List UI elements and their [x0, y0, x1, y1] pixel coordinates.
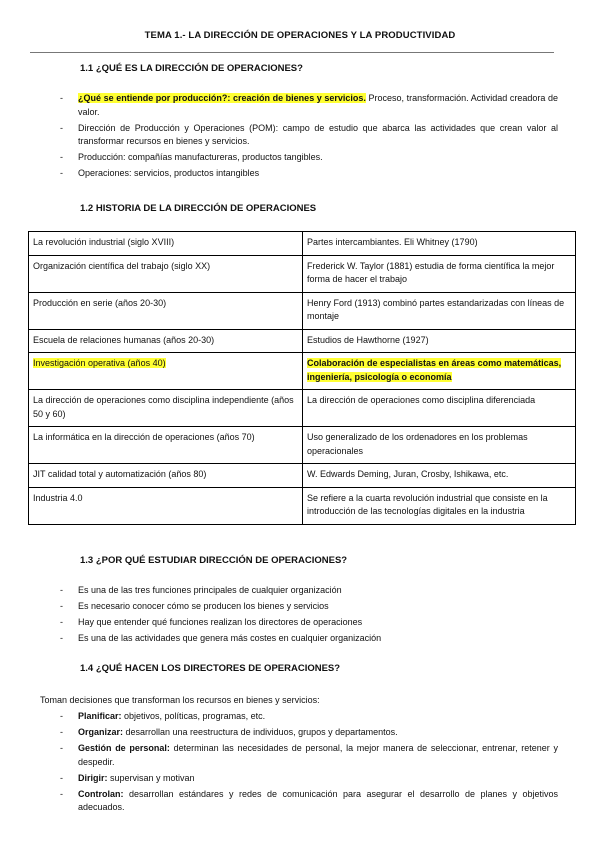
title-divider	[30, 52, 554, 53]
highlighted-text: Investigación operativa (años 40)	[33, 358, 166, 368]
list-item	[58, 92, 558, 119]
list-item: - Hay que entender qué funciones realizan los directores de operaciones	[58, 616, 558, 630]
section-1-3-heading: 1.3 ¿POR QUÉ ESTUDIAR DIRECCIÓN DE OPERACIONES?	[80, 555, 348, 566]
table-cell: Escuela de relaciones humanas (años 20-30)	[29, 329, 303, 353]
section-1-4-heading: 1.4 ¿QUÉ HACEN LOS DIRECTORES DE OPERACIONES?	[80, 663, 341, 674]
list-item	[58, 788, 558, 815]
table-cell	[303, 353, 576, 390]
table-row	[29, 427, 576, 464]
list-item-text: desarrollan estándares y redes de comunicación para asegurar el desarrollo de planes y objetivos adecuados.	[78, 788, 558, 812]
list-item	[58, 710, 558, 724]
table-cell: Henry Ford (1913) combinó partes estandarizadas con líneas de montaje	[303, 292, 576, 329]
table-cell: Organización científica del trabajo (siglo XX)	[29, 255, 303, 292]
list-item-text: Proceso, transformación. Actividad creadora de valor.	[78, 93, 558, 117]
table-row	[29, 390, 576, 427]
list-item: - Operaciones: servicios, productos intangibles	[58, 167, 558, 181]
section-1-1-heading: 1.1 ¿QUÉ ES LA DIRECCIÓN DE OPERACIONES?	[80, 63, 303, 74]
term: Organizar:	[78, 727, 124, 737]
list-item: - Producción: compañías manufactureras, productos tangibles.	[58, 151, 558, 165]
term: Controlan:	[78, 788, 124, 799]
section-1-3-list	[58, 584, 558, 648]
section-1-4-intro: Toman decisiones que transforman los recursos en bienes y servicios:	[40, 695, 320, 705]
document-title: TEMA 1.- LA DIRECCIÓN DE OPERACIONES Y LA PRODUCTIVIDAD	[144, 30, 456, 41]
table-row	[29, 292, 576, 329]
list-item	[58, 726, 558, 740]
table-cell	[29, 353, 303, 390]
table-cell: La revolución industrial (siglo XVIII)	[29, 232, 303, 256]
table-cell: Uso generalizado de los ordenadores en los problemas operacionales	[303, 427, 576, 464]
list-item	[58, 742, 558, 769]
table-cell: W. Edwards Deming, Juran, Crosby, Ishikawa, etc.	[303, 464, 576, 488]
table-cell: Producción en serie (años 20-30)	[29, 292, 303, 329]
list-item-text: determinan las necesidades de personal, la mejor manera de seleccionar, entrenar, retener y despedir.	[78, 743, 558, 767]
term: Gestión de personal:	[78, 743, 170, 753]
highlighted-text: ¿Qué se entiende por producción?: creación de bienes y servicios.	[78, 93, 366, 103]
list-item-text: desarrollan una reestructura de individuos, grupos y departamentos.	[123, 727, 398, 737]
history-table	[28, 231, 576, 525]
term: Planificar:	[78, 711, 122, 721]
table-row	[29, 255, 576, 292]
table-row	[29, 232, 576, 256]
table-row	[29, 329, 576, 353]
table-row-highlighted	[29, 353, 576, 390]
list-item: - Dirección de Producción y Operaciones (POM): campo de estudio que abarca las actividades que crean valor al transformar recursos en bienes y servicios.	[58, 122, 558, 149]
table-cell: Se refiere a la cuarta revolución industrial que consiste en la introducción de las tecnologías digitales en la industria	[303, 487, 576, 524]
list-item-text: supervisan y motivan	[107, 772, 195, 783]
table-cell: La dirección de operaciones como disciplina diferenciada	[303, 390, 576, 427]
table-cell: JIT calidad total y automatización (años 80)	[29, 464, 303, 488]
table-cell: Estudios de Hawthorne (1927)	[303, 329, 576, 353]
section-1-2-heading: 1.2 HISTORIA DE LA DIRECCIÓN DE OPERACIONES	[80, 203, 317, 214]
table-cell: La informática en la dirección de operaciones (años 70)	[29, 427, 303, 464]
table-cell: La dirección de operaciones como disciplina independiente (años 50 y 60)	[29, 390, 303, 427]
list-item: - Es una de las actividades que genera más costes en cualquier organización	[58, 632, 558, 646]
table-cell: Partes intercambiantes. Eli Whitney (1790)	[303, 232, 576, 256]
list-item	[58, 772, 558, 786]
table-cell: Frederick W. Taylor (1881) estudia de forma científica la mejor forma de hacer el trabajo	[303, 255, 576, 292]
list-item-text: objetivos, políticas, programas, etc.	[121, 711, 266, 721]
table-row	[29, 464, 576, 488]
table-cell: Industria 4.0	[29, 487, 303, 524]
list-item: - Es necesario conocer cómo se producen los bienes y servicios	[58, 600, 558, 614]
section-1-4-list	[58, 710, 558, 817]
highlighted-text: Colaboración de especialistas en áreas como matemáticas, ingeniería, psicología o economía	[307, 358, 562, 382]
term: Dirigir:	[78, 772, 108, 783]
list-item: - Es una de las tres funciones principales de cualquier organización	[58, 584, 558, 598]
table-row	[29, 487, 576, 524]
section-1-1-list	[58, 92, 558, 183]
